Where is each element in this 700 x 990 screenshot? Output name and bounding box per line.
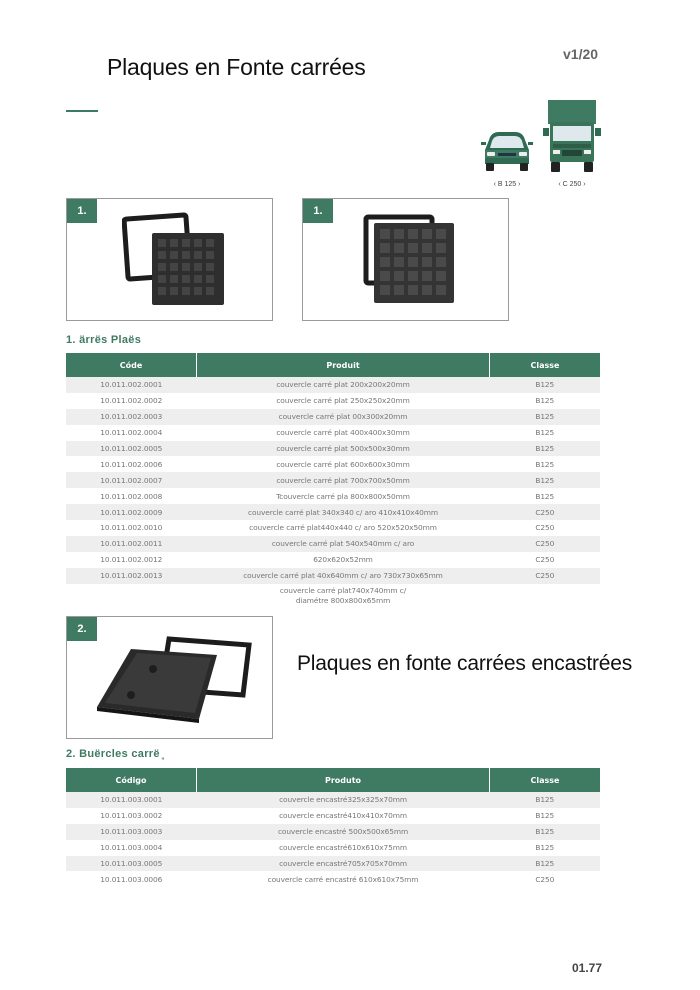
column-header-code: Código (66, 768, 197, 792)
cell-class: B125 (535, 491, 555, 501)
table-row (66, 792, 600, 808)
cell-class: C250 (490, 504, 601, 520)
title-divider (66, 110, 98, 112)
recessed-cover-image (95, 633, 253, 725)
cell-class: C250 (535, 555, 555, 565)
cell-class: B125 (535, 811, 555, 821)
table-row (66, 552, 600, 568)
product-table-1 (66, 353, 600, 606)
cell-product: couvercle carré plat 700x700x50mm (197, 472, 490, 488)
table-row (66, 520, 600, 536)
product-table-2 (66, 768, 600, 887)
photo-badge: 1. (303, 199, 333, 223)
table-row (66, 504, 600, 520)
cell-code: 10.011.003.0001 (66, 792, 197, 808)
cell-class: C250 (535, 874, 555, 884)
cell-product: 620x620x52mm (313, 555, 373, 565)
cell-class (490, 584, 601, 606)
cell-class: B125 (490, 472, 601, 488)
cell-class: C250 (490, 568, 601, 584)
cell-product: couvercle carré plat740x740mm c/ diamétre 800x800x65mm (279, 585, 407, 605)
cell-product: couvercle encastré325x325x70mm (197, 792, 490, 808)
cell-code: 10.011.002.0010 (100, 523, 163, 533)
cell-product: couvercle carré plat 400x400x30mm (276, 428, 410, 438)
cell-product: couvercle carré encastré 610x610x75mm (267, 874, 419, 884)
cell-class: C250 (535, 523, 555, 533)
column-header-class: Classe (490, 353, 601, 377)
photo-badge: 1. (67, 199, 97, 223)
cell-product: couvercle carré plat 540x540mm c/ aro (197, 536, 490, 552)
table-row (66, 536, 600, 552)
cell-product: couvercle encastré 500x500x65mm (197, 824, 490, 840)
section-2-heading: Plaques en fonte carrées encastrées (297, 652, 633, 675)
cell-product: couvercle encastré610x610x75mm (279, 843, 407, 853)
cell-product: couvercle carré plat440x440 c/ aro 520x520x50mm (249, 523, 437, 533)
vehicle-c250 (540, 100, 604, 188)
table-row (66, 409, 600, 425)
cell-product: couvercle carré plat 250x250x20mm (276, 396, 410, 406)
table-header-row (66, 768, 600, 792)
cell-code: 10.011.002.0008 (100, 491, 163, 501)
table-row (66, 856, 600, 872)
cell-product: Tcouvercle carré pla 800x800x50mm (276, 491, 410, 501)
cell-code: 10.011.002.0006 (100, 459, 163, 469)
product-photo-2 (302, 198, 509, 321)
vehicle-label: ‹ B 125 › (493, 181, 521, 188)
cell-code: 10.011.002.0012 (100, 555, 163, 565)
cell-product: couvercle encastré705x705x70mm (197, 856, 490, 872)
cell-product: couvercle carré plat 40x640mm c/ aro 730x730x65mm (197, 568, 490, 584)
cell-class: B125 (490, 856, 601, 872)
table-row (66, 377, 600, 393)
cell-code: 10.011.003.0003 (66, 824, 197, 840)
cell-code: 10.011.003.0004 (100, 843, 163, 853)
page-title: Plaques en Fonte carrées (107, 54, 366, 80)
cell-class: B125 (535, 843, 555, 853)
version-label: v1/20 (563, 46, 599, 62)
column-header-class: Classe (490, 768, 601, 792)
cell-product: couvercle carré plat 600x600x30mm (276, 459, 410, 469)
page-number: 01.77 (572, 961, 603, 975)
table-row (66, 472, 600, 488)
cell-code: 10.011.002.0007 (66, 472, 197, 488)
cell-class: B125 (535, 459, 555, 469)
cell-product: couvercle carré plat 200x200x20mm (197, 377, 490, 393)
photo-badge: 2. (67, 617, 97, 641)
table-row (66, 568, 600, 584)
table-header-row (66, 353, 600, 377)
cell-class: B125 (490, 441, 601, 457)
table-row (66, 488, 600, 504)
cell-code: 10.011.003.0006 (100, 874, 163, 884)
table-row (66, 456, 600, 472)
table-row (66, 871, 600, 887)
truck-icon (542, 100, 602, 174)
car-icon (479, 128, 535, 174)
cell-class: B125 (490, 824, 601, 840)
cell-code: 10.011.002.0011 (66, 536, 197, 552)
cell-class: B125 (490, 409, 601, 425)
cell-class: B125 (490, 792, 601, 808)
table-row (66, 425, 600, 441)
cell-code: 10.011.002.0009 (66, 504, 197, 520)
column-header-code: Códe (66, 353, 197, 377)
cell-class: B125 (490, 377, 601, 393)
cell-code: 10.011.002.0001 (66, 377, 197, 393)
table-row (66, 393, 600, 409)
cell-code (66, 584, 197, 606)
cell-code: 10.011.002.0013 (66, 568, 197, 584)
cell-class: B125 (535, 396, 555, 406)
cell-class: B125 (535, 428, 555, 438)
table-row (66, 824, 600, 840)
cell-code: 10.011.002.0002 (100, 396, 163, 406)
cell-product: couvercle carré plat 500x500x30mm (197, 441, 490, 457)
column-header-product: Produto (197, 768, 490, 792)
square-cover-frame-image (122, 211, 232, 311)
vehicle-label: ‹ C 250 › (558, 181, 586, 188)
table-row (66, 441, 600, 457)
cell-class: C250 (490, 536, 601, 552)
cell-product: couvercle carré plat 340x340 c/ aro 410x410x40mm (197, 504, 490, 520)
column-header-product: Produit (197, 353, 490, 377)
cell-code: 10.011.003.0005 (66, 856, 197, 872)
cell-product: couvercle carré plat 00x300x20mm (197, 409, 490, 425)
cell-product: couvercle encastré410x410x70mm (279, 811, 407, 821)
table-row (66, 584, 600, 606)
cell-code: 10.011.002.0005 (66, 441, 197, 457)
cell-code: 10.011.002.0004 (100, 428, 163, 438)
vehicle-b125 (476, 128, 538, 188)
product-photo-3 (66, 616, 273, 739)
section-2-title: 2. Buërcles carrë ͈ (66, 748, 164, 760)
square-cover-frame-image (358, 211, 468, 311)
table-row (66, 808, 600, 824)
product-photo-1 (66, 198, 273, 321)
section-1-title: 1. ärrës Plaës (66, 334, 142, 346)
cell-code: 10.011.003.0002 (100, 811, 163, 821)
table-row (66, 840, 600, 856)
cell-code: 10.011.002.0003 (66, 409, 197, 425)
